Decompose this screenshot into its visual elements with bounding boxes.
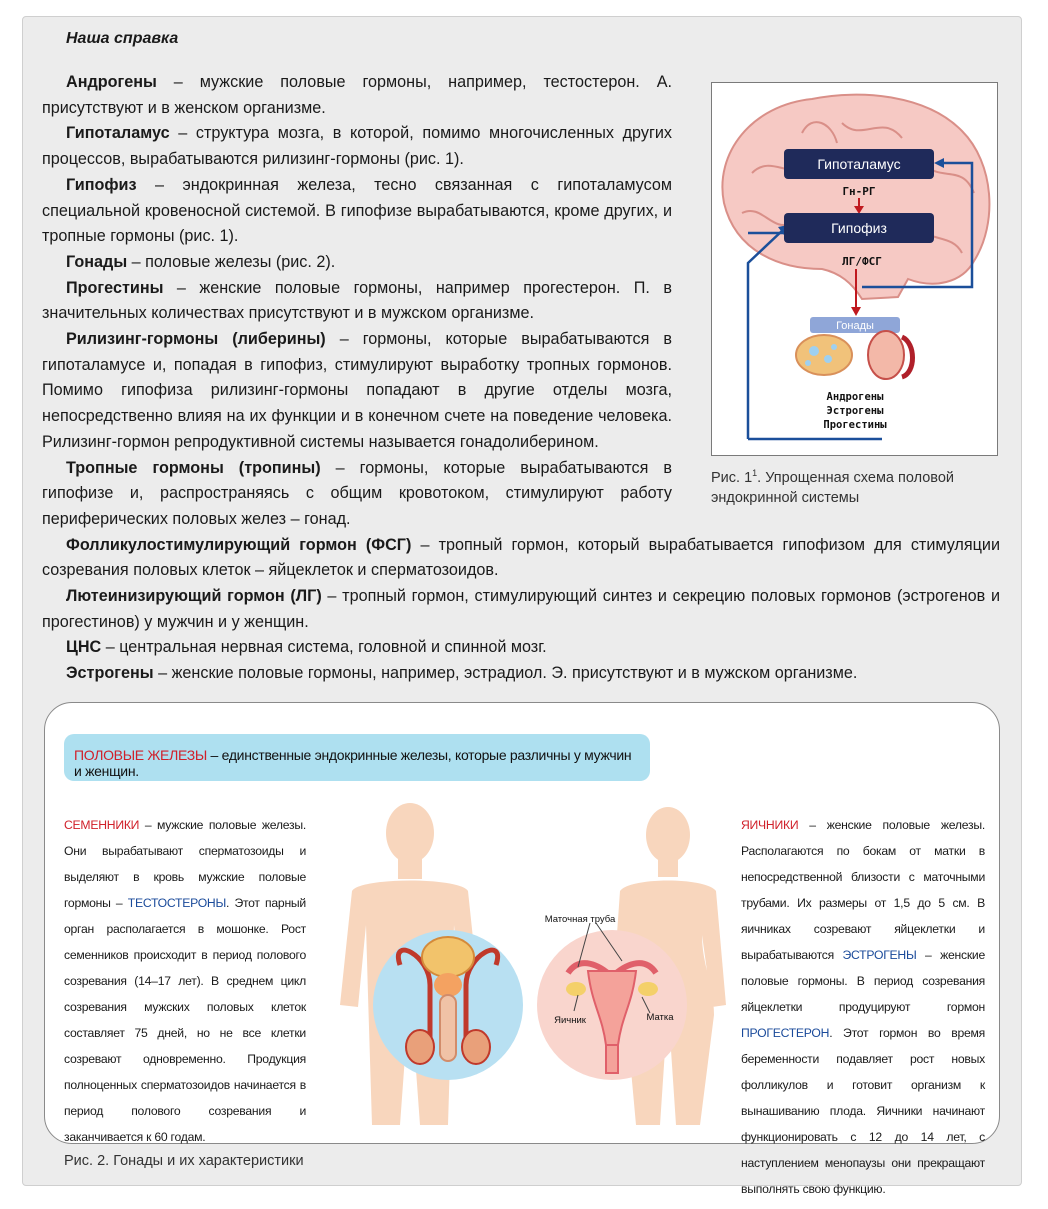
def-fsh: Фолликулостимулирующий гормон (ФСГ) – тропный гормон, который вырабатывается гипофизом для стимуляции созревания половых клеток – яйцеклеток и сперматозоидов. — [42, 535, 1000, 580]
endocrine-diagram — [712, 83, 997, 455]
def-pituitary: Гипофиз – эндокринная железа, тесно связанная с гипоталамусом специальной кровеносной системой. В гипофизе вырабатываются, кроме других, и тропные гормоны (рис. 1). — [42, 175, 672, 246]
figure-1-scheme — [711, 82, 998, 456]
ovaries-description: ЯИЧНИКИ – женские половые железы. Располагаются по бокам от матки в непосредственной близости с маточными трубами. Их размеры от 1,5 до 5 см. В яичниках созревают яйцеклетки и вырабатываются ЭСТРОГЕНЫ – женские половые гормоны. В период созревания яйцеклетки продуцируют гормон ПРОГЕСТЕРОН. Этот гормон во время беременности подавляет рост новых фолликулов и готовит организм к вынашиванию плода. Яичники начинают функционировать с 12 до 14 лет, с наступлением менопаузы они прекращают выполнять свою функцию. — [741, 818, 985, 1196]
hypothalamus-label: Гипоталамус — [817, 156, 901, 172]
ovary-image — [796, 335, 852, 375]
hormone-androgens: Андрогены — [826, 391, 884, 403]
def-androgens: Андрогены – мужские половые гормоны, например, тестостерон. А. присутствуют и в женском организме. — [42, 73, 672, 117]
gonads-banner: ПОЛОВЫЕ ЖЕЛЕЗЫ – единственные эндокринные железы, которые различны у мужчин и женщин. — [64, 734, 650, 781]
label-ovary: Яичник — [554, 1015, 586, 1026]
def-lh: Лютеинизирующий гормон (ЛГ) – тропный гормон, стимулирующий синтез и секрецию половых гормонов (эстрогенов и прогестинов) у мужчин и у женщин. — [42, 587, 1000, 631]
def-releasing: Рилизинг-гормоны (либерины) – гормоны, которые вырабатываются в гипоталамусе и, попадая в гипофиз, стимулируют выработку тропных гормонов. Помимо гипофиза рилизинг-гормоны попадают в другие отделы мозга, непосредственно влияя на их функции и в конечном счете на поведение человека. Рилизинг-гормон репродуктивной системы называется гонадолиберином. — [42, 330, 673, 451]
def-gonads: Гонады – половые железы (рис. 2). — [66, 252, 336, 271]
gnrh-label: Гн-РГ — [842, 185, 876, 198]
def-cns: ЦНС – центральная нервная система, головной и спинной мозг. — [66, 638, 547, 657]
section-heading: Наша справка — [66, 30, 179, 47]
figure-2-caption: Рис. 2. Гонады и их характеристики — [64, 1153, 304, 1169]
gonads-label: Гонады — [836, 320, 874, 332]
hormone-progestins: Прогестины — [823, 419, 887, 431]
label-fallopian-tube: Маточная труба — [544, 914, 616, 925]
testes-description: СЕМЕННИКИ – мужские половые железы. Они вырабатывают сперматозоиды и выделяют в кровь мужские половые гормоны – ТЕСТОСТЕРОНЫ. Этот парный орган располагается в мошонке. Рост семенников происходит в период полового созревания (14–17 лет). В среднем цикл созревания мужских половых клеток составляет 75 дней, но не все клетки созревают одновременно. Продукция полноценных сперматозоидов начинается в период полового созревания и заканчивается к 60 годам. — [64, 818, 306, 1144]
def-hypothalamus: Гипоталамус – структура мозга, в которой, помимо многочисленных других процессов, вырабатываются рилизинг-гормоны (рис. 1). — [42, 124, 672, 169]
def-estrogens: Эстрогены – женские половые гормоны, например, эстрадиол. Э. присутствуют и в мужском организме. — [66, 664, 858, 683]
label-uterus: Матка — [646, 1012, 674, 1023]
gonads-illustration — [330, 795, 730, 1135]
def-tropic: Тропные гормоны (тропины) – гормоны, которые вырабатываются в гипофизе и, распространяясь с общим кровотоком, стимулируют работу периферических половых желез – гонад. — [42, 458, 672, 528]
def-progestins: Прогестины – женские половые гормоны, например прогестерон. П. в значительных количествах присутствуют и в мужском организме. — [42, 278, 672, 323]
testis-image — [868, 331, 904, 379]
hormone-estrogens: Эстрогены — [826, 405, 884, 417]
pituitary-label: Гипофиз — [831, 220, 887, 236]
figure-1-caption: Рис. $1^1$. Упрощенная схема половой эндокринной системы — [711, 468, 955, 506]
lh-fsh-label: ЛГ/ФСГ — [842, 255, 882, 268]
